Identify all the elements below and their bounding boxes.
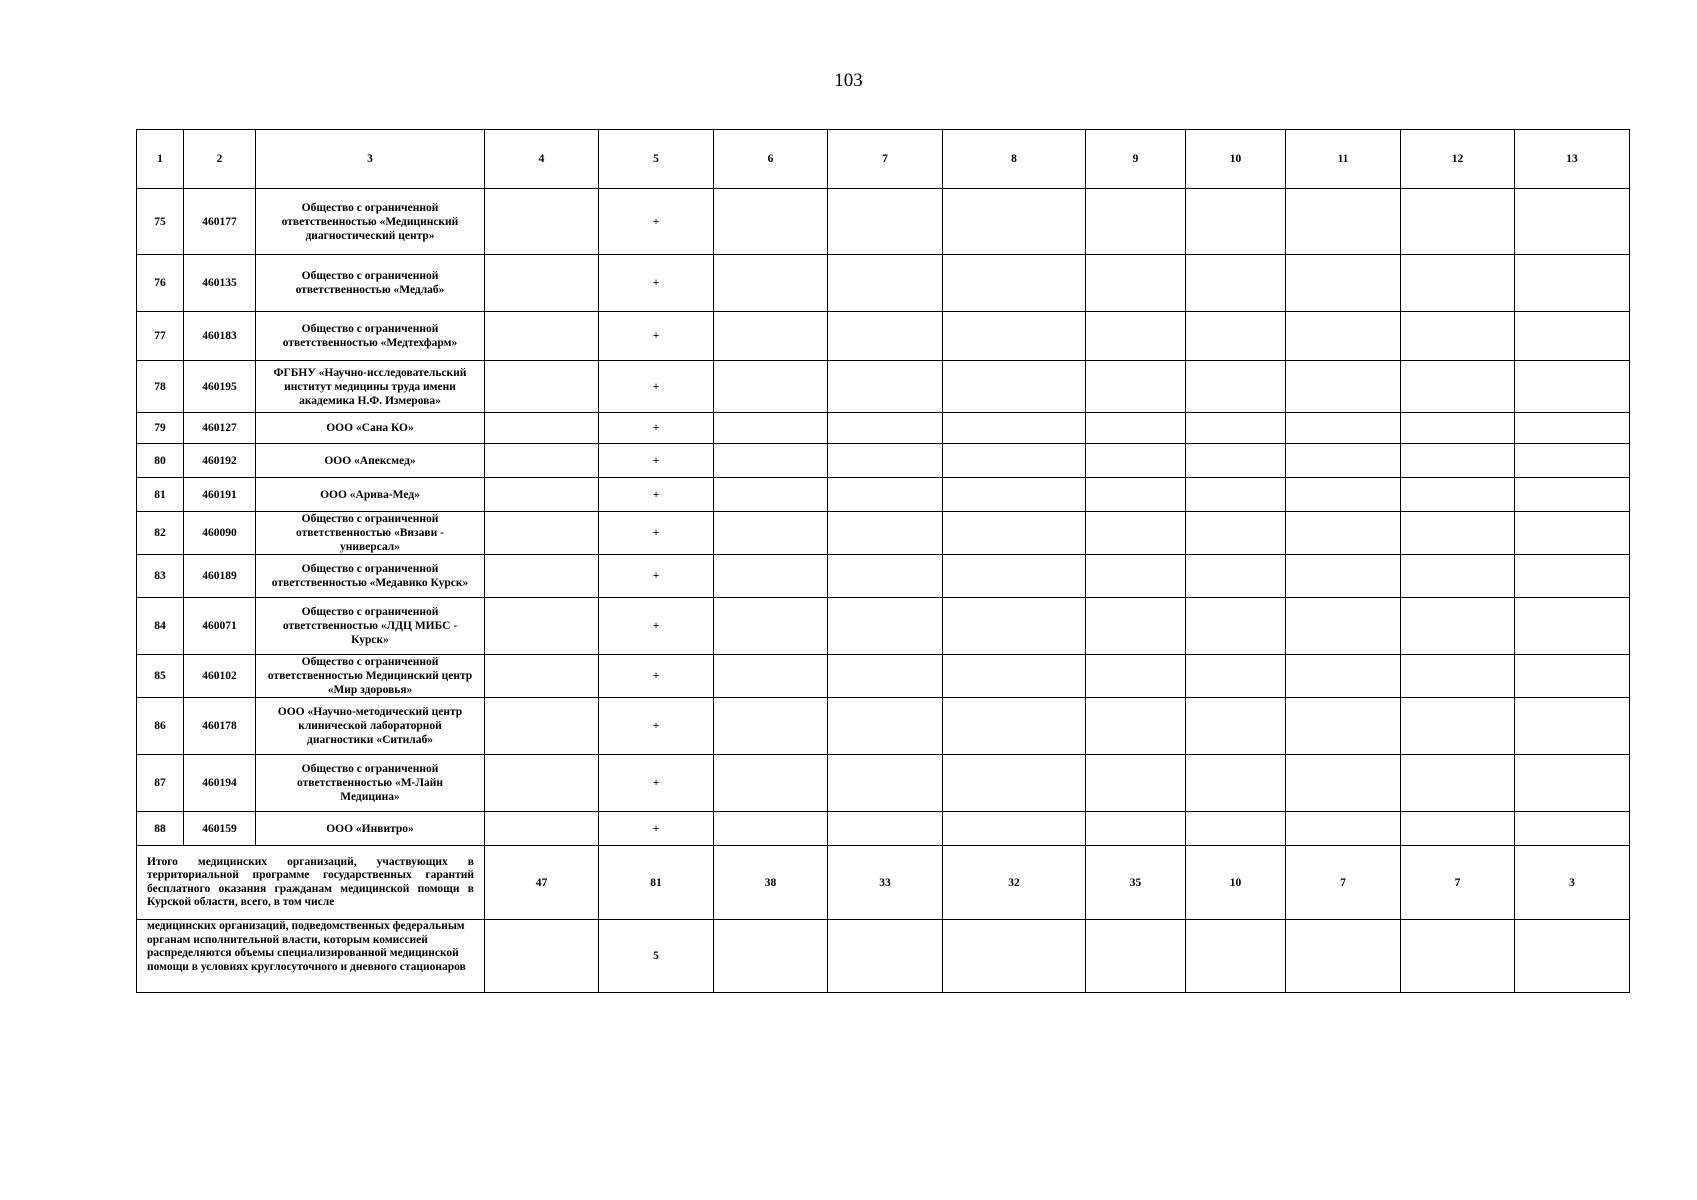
col7-cell <box>828 361 943 413</box>
col8-cell <box>943 189 1086 255</box>
col8-cell <box>943 698 1086 755</box>
col9-cell <box>1086 478 1186 512</box>
col7-cell <box>828 555 943 598</box>
col13-cell <box>1515 512 1630 555</box>
col8-cell <box>943 478 1086 512</box>
col6-cell <box>714 512 828 555</box>
org-name-cell: ООО «Арива-Мед» <box>256 478 485 512</box>
col6-cell <box>714 413 828 444</box>
col9-cell <box>1086 755 1186 812</box>
table-row <box>137 478 1630 512</box>
col7-cell <box>828 189 943 255</box>
federal-summary-row <box>137 920 1630 993</box>
col13-cell <box>1515 555 1630 598</box>
col5-cell: + <box>599 655 714 698</box>
table-row <box>137 812 1630 846</box>
col13-cell <box>1515 920 1630 993</box>
col9-cell <box>1086 698 1186 755</box>
row-number-cell: 77 <box>137 312 184 361</box>
col7-cell <box>828 255 943 312</box>
col11-cell <box>1286 920 1401 993</box>
table-row <box>137 512 1630 555</box>
col11-cell <box>1286 312 1401 361</box>
col9-cell <box>1086 920 1186 993</box>
table-row <box>137 755 1630 812</box>
summary-value: 81 <box>599 846 714 920</box>
col10-cell <box>1186 312 1286 361</box>
column-header: 3 <box>256 130 485 189</box>
summary-value: 7 <box>1401 846 1515 920</box>
org-name-cell: Общество с ограниченной ответственностью «Визави - универсал» <box>256 512 485 555</box>
col12-cell <box>1401 312 1515 361</box>
col6-cell <box>714 598 828 655</box>
col11-cell <box>1286 555 1401 598</box>
col4-cell <box>485 512 599 555</box>
table-row <box>137 255 1630 312</box>
row-number-cell: 80 <box>137 444 184 478</box>
org-name-cell: ФГБНУ «Научно-исследовательский институт медицины труда имени академика Н.Ф. Измерова» <box>256 361 485 413</box>
col4-cell <box>485 698 599 755</box>
col5-cell: + <box>599 698 714 755</box>
col5-cell: + <box>599 361 714 413</box>
org-code-cell: 460177 <box>184 189 256 255</box>
col9-cell <box>1086 598 1186 655</box>
col13-cell <box>1515 655 1630 698</box>
row-number-cell: 81 <box>137 478 184 512</box>
col4-cell <box>485 812 599 846</box>
table-row <box>137 361 1630 413</box>
col7-cell <box>828 598 943 655</box>
col13-cell <box>1515 755 1630 812</box>
col10-cell <box>1186 512 1286 555</box>
col12-cell <box>1401 512 1515 555</box>
summary-value: 3 <box>1515 846 1630 920</box>
col12-cell <box>1401 920 1515 993</box>
col9-cell <box>1086 555 1186 598</box>
col7-cell <box>828 512 943 555</box>
col8-cell <box>943 312 1086 361</box>
col12-cell <box>1401 255 1515 312</box>
col4-cell <box>485 598 599 655</box>
col8-cell <box>943 444 1086 478</box>
col12-cell <box>1401 555 1515 598</box>
col8-cell <box>943 598 1086 655</box>
col10-cell <box>1186 812 1286 846</box>
col10-cell <box>1186 478 1286 512</box>
col4-cell <box>485 312 599 361</box>
table-row <box>137 413 1630 444</box>
row-number-cell: 76 <box>137 255 184 312</box>
col7-cell <box>828 755 943 812</box>
col12-cell <box>1401 698 1515 755</box>
col4-cell <box>485 444 599 478</box>
organizations-table <box>136 129 1630 993</box>
col6-cell <box>714 755 828 812</box>
col6-cell <box>714 698 828 755</box>
col8-cell <box>943 812 1086 846</box>
col11-cell <box>1286 598 1401 655</box>
col12-cell <box>1401 655 1515 698</box>
col5-cell: + <box>599 755 714 812</box>
col5-cell: + <box>599 598 714 655</box>
org-name-cell: ООО «Апексмед» <box>256 444 485 478</box>
row-number-cell: 82 <box>137 512 184 555</box>
col13-cell <box>1515 189 1630 255</box>
col9-cell <box>1086 444 1186 478</box>
col12-cell <box>1401 361 1515 413</box>
col12-cell <box>1401 755 1515 812</box>
col6-cell <box>714 361 828 413</box>
table-row <box>137 698 1630 755</box>
col13-cell <box>1515 812 1630 846</box>
col4-cell <box>485 555 599 598</box>
col5-cell: + <box>599 444 714 478</box>
summary-label: Итого медицинских организаций, участвующих в территориальной программе государственных гарантий бесплатного оказания гражданам медицинской помощи в Курской области, всего, в том числе <box>137 846 485 920</box>
col6-cell <box>714 189 828 255</box>
col9-cell <box>1086 312 1186 361</box>
col4-cell <box>485 755 599 812</box>
column-header: 13 <box>1515 130 1630 189</box>
org-name-cell: Общество с ограниченной ответственностью «ЛДЦ МИБС - Курск» <box>256 598 485 655</box>
column-header: 4 <box>485 130 599 189</box>
col4-cell <box>485 189 599 255</box>
col8-cell <box>943 920 1086 993</box>
col10-cell <box>1186 755 1286 812</box>
summary-row <box>137 846 1630 920</box>
org-code-cell: 460102 <box>184 655 256 698</box>
org-code-cell: 460159 <box>184 812 256 846</box>
col8-cell <box>943 755 1086 812</box>
col6-cell <box>714 255 828 312</box>
col8-cell <box>943 413 1086 444</box>
col4-cell <box>485 920 599 993</box>
col6-cell <box>714 655 828 698</box>
org-name-cell: Общество с ограниченной ответственностью «Медавико Курск» <box>256 555 485 598</box>
col11-cell <box>1286 755 1401 812</box>
row-number-cell: 87 <box>137 755 184 812</box>
col9-cell <box>1086 255 1186 312</box>
org-code-cell: 460090 <box>184 512 256 555</box>
col7-cell <box>828 413 943 444</box>
col10-cell <box>1186 698 1286 755</box>
col8-cell <box>943 555 1086 598</box>
table-row <box>137 189 1630 255</box>
table-row <box>137 598 1630 655</box>
row-number-cell: 86 <box>137 698 184 755</box>
org-name-cell: Общество с ограниченной ответственностью «Медтехфарм» <box>256 312 485 361</box>
column-header: 1 <box>137 130 184 189</box>
col8-cell <box>943 361 1086 413</box>
col11-cell <box>1286 189 1401 255</box>
column-header: 8 <box>943 130 1086 189</box>
col5-cell: + <box>599 812 714 846</box>
col7-cell <box>828 920 943 993</box>
col7-cell <box>828 698 943 755</box>
page-number: 103 <box>834 70 863 91</box>
col10-cell <box>1186 920 1286 993</box>
org-name-cell: ООО «Сана КО» <box>256 413 485 444</box>
col11-cell <box>1286 812 1401 846</box>
federal-summary-label: медицинских организаций, подведомственных федеральным органам исполнительной власти, которым комиссией распределяются объемы специализированной медицинской помощи в условиях круглосуточного и дневного стационаров <box>137 920 485 993</box>
summary-value: 33 <box>828 846 943 920</box>
col10-cell <box>1186 361 1286 413</box>
col9-cell <box>1086 189 1186 255</box>
col11-cell <box>1286 512 1401 555</box>
col5-cell: + <box>599 555 714 598</box>
col6-cell <box>714 312 828 361</box>
org-name-cell: Общество с ограниченной ответственностью «Медицинский диагностический центр» <box>256 189 485 255</box>
column-header: 6 <box>714 130 828 189</box>
col4-cell <box>485 413 599 444</box>
col7-cell <box>828 312 943 361</box>
col8-cell <box>943 255 1086 312</box>
org-name-cell: ООО «Научно-методический центр клинической лабораторной диагностики «Ситилаб» <box>256 698 485 755</box>
col8-cell <box>943 512 1086 555</box>
table-row <box>137 655 1630 698</box>
col10-cell <box>1186 598 1286 655</box>
col8-cell <box>943 655 1086 698</box>
col7-cell <box>828 655 943 698</box>
summary-value: 47 <box>485 846 599 920</box>
org-code-cell: 460192 <box>184 444 256 478</box>
col11-cell <box>1286 361 1401 413</box>
col11-cell <box>1286 478 1401 512</box>
col13-cell <box>1515 361 1630 413</box>
col13-cell <box>1515 312 1630 361</box>
row-number-cell: 75 <box>137 189 184 255</box>
org-code-cell: 460135 <box>184 255 256 312</box>
col5-cell: + <box>599 312 714 361</box>
org-code-cell: 460127 <box>184 413 256 444</box>
col10-cell <box>1186 255 1286 312</box>
col13-cell <box>1515 478 1630 512</box>
row-number-cell: 88 <box>137 812 184 846</box>
org-name-cell: ООО «Инвитро» <box>256 812 485 846</box>
col7-cell <box>828 444 943 478</box>
federal-summary-value: 5 <box>599 920 714 993</box>
column-header: 11 <box>1286 130 1401 189</box>
col6-cell <box>714 478 828 512</box>
col5-cell: + <box>599 413 714 444</box>
col5-cell: + <box>599 189 714 255</box>
col7-cell <box>828 478 943 512</box>
col10-cell <box>1186 189 1286 255</box>
column-header: 2 <box>184 130 256 189</box>
row-number-cell: 85 <box>137 655 184 698</box>
summary-value: 38 <box>714 846 828 920</box>
summary-value: 7 <box>1286 846 1401 920</box>
column-header: 12 <box>1401 130 1515 189</box>
col9-cell <box>1086 413 1186 444</box>
row-number-cell: 78 <box>137 361 184 413</box>
col10-cell <box>1186 655 1286 698</box>
row-number-cell: 79 <box>137 413 184 444</box>
col4-cell <box>485 255 599 312</box>
col9-cell <box>1086 655 1186 698</box>
col4-cell <box>485 361 599 413</box>
col12-cell <box>1401 413 1515 444</box>
org-name-cell: Общество с ограниченной ответственностью «М-Лайн Медицина» <box>256 755 485 812</box>
org-code-cell: 460178 <box>184 698 256 755</box>
col7-cell <box>828 812 943 846</box>
col10-cell <box>1186 444 1286 478</box>
col13-cell <box>1515 255 1630 312</box>
header-row <box>137 130 1630 189</box>
col9-cell <box>1086 512 1186 555</box>
col11-cell <box>1286 413 1401 444</box>
col13-cell <box>1515 698 1630 755</box>
col12-cell <box>1401 444 1515 478</box>
org-code-cell: 460071 <box>184 598 256 655</box>
col6-cell <box>714 555 828 598</box>
row-number-cell: 84 <box>137 598 184 655</box>
org-code-cell: 460194 <box>184 755 256 812</box>
col6-cell <box>714 812 828 846</box>
summary-value: 35 <box>1086 846 1186 920</box>
col5-cell: + <box>599 478 714 512</box>
col9-cell <box>1086 812 1186 846</box>
row-number-cell: 83 <box>137 555 184 598</box>
col6-cell <box>714 444 828 478</box>
col13-cell <box>1515 444 1630 478</box>
column-header: 7 <box>828 130 943 189</box>
org-code-cell: 460195 <box>184 361 256 413</box>
col10-cell <box>1186 555 1286 598</box>
col13-cell <box>1515 598 1630 655</box>
col9-cell <box>1086 361 1186 413</box>
col11-cell <box>1286 655 1401 698</box>
col12-cell <box>1401 598 1515 655</box>
col12-cell <box>1401 812 1515 846</box>
summary-value: 32 <box>943 846 1086 920</box>
table-row <box>137 444 1630 478</box>
col13-cell <box>1515 413 1630 444</box>
col12-cell <box>1401 189 1515 255</box>
table-row <box>137 312 1630 361</box>
col12-cell <box>1401 478 1515 512</box>
col11-cell <box>1286 444 1401 478</box>
col6-cell <box>714 920 828 993</box>
col5-cell: + <box>599 255 714 312</box>
org-name-cell: Общество с ограниченной ответственностью «Медлаб» <box>256 255 485 312</box>
column-header: 10 <box>1186 130 1286 189</box>
org-code-cell: 460189 <box>184 555 256 598</box>
summary-value: 10 <box>1186 846 1286 920</box>
org-code-cell: 460191 <box>184 478 256 512</box>
org-code-cell: 460183 <box>184 312 256 361</box>
table-row <box>137 555 1630 598</box>
col11-cell <box>1286 698 1401 755</box>
column-header: 5 <box>599 130 714 189</box>
column-header: 9 <box>1086 130 1186 189</box>
col4-cell <box>485 478 599 512</box>
col4-cell <box>485 655 599 698</box>
col5-cell: + <box>599 512 714 555</box>
org-name-cell: Общество с ограниченной ответственностью Медицинский центр «Мир здоровья» <box>256 655 485 698</box>
col11-cell <box>1286 255 1401 312</box>
col10-cell <box>1186 413 1286 444</box>
